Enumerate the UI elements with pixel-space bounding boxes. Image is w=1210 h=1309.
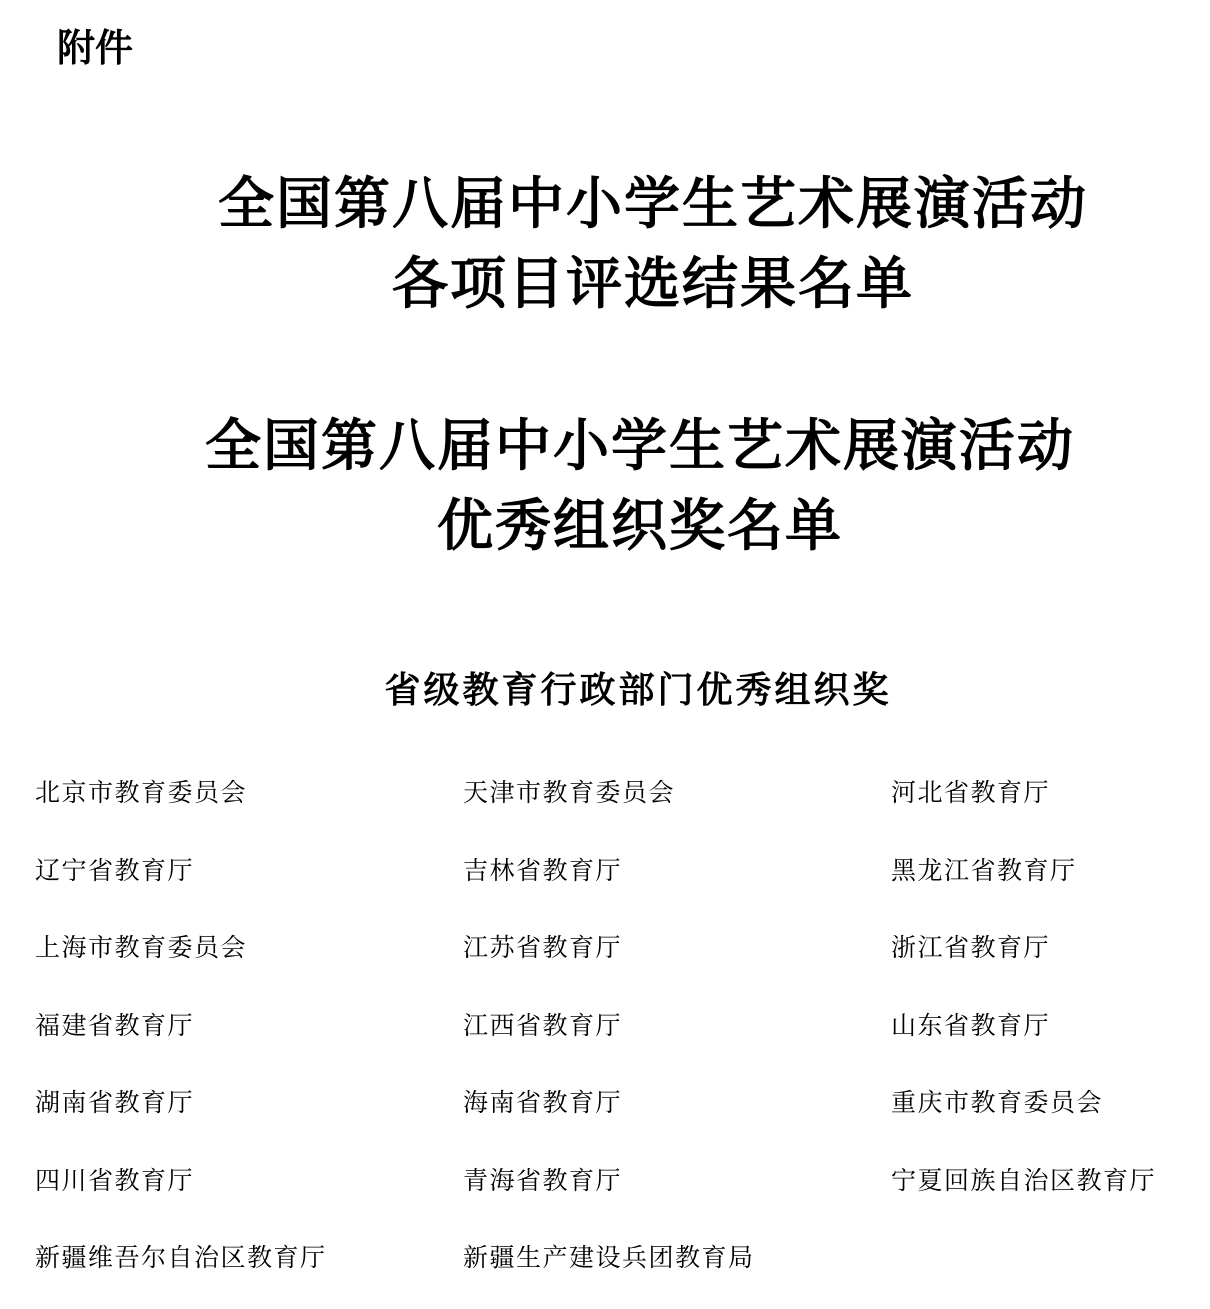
document-title-1-line-2: 各项目评选结果名单 xyxy=(392,251,914,317)
attachment-label: 附件 xyxy=(57,26,134,70)
document-title-2-line-1: 全国第八届中小学生艺术展演活动 xyxy=(205,413,1075,479)
organization-item: 江西省教育厅 xyxy=(463,1010,623,1040)
organization-item: 重庆市教育委员会 xyxy=(891,1088,1104,1117)
document-title-1-line-1: 全国第八届中小学生艺术展演活动 xyxy=(218,171,1088,237)
organization-item: 宁夏回族自治区教育厅 xyxy=(891,1165,1157,1195)
organization-item: 新疆维吾尔自治区教育厅 xyxy=(35,1243,327,1272)
organization-item: 海南省教育厅 xyxy=(463,1088,623,1117)
organization-item: 北京市教育委员会 xyxy=(35,778,248,807)
organization-item: 新疆生产建设兵团教育局 xyxy=(463,1243,755,1272)
organization-item: 江苏省教育厅 xyxy=(463,933,623,962)
section-heading: 省级教育行政部门优秀组织奖 xyxy=(384,669,892,711)
organization-item: 吉林省教育厅 xyxy=(463,855,623,885)
organization-item: 青海省教育厅 xyxy=(463,1165,623,1195)
organization-item: 上海市教育委员会 xyxy=(35,933,248,962)
organization-item: 浙江省教育厅 xyxy=(891,933,1051,962)
organization-item: 天津市教育委员会 xyxy=(463,778,676,807)
organization-item: 湖南省教育厅 xyxy=(35,1088,195,1117)
organization-list xyxy=(35,766,1205,1309)
organization-item: 河北省教育厅 xyxy=(891,778,1051,807)
document-title-1 xyxy=(200,164,1106,324)
organization-item: 四川省教育厅 xyxy=(35,1165,195,1195)
organization-item: 黑龙江省教育厅 xyxy=(891,855,1077,885)
document-title-2-line-2: 优秀组织奖名单 xyxy=(437,493,843,559)
document-title-2 xyxy=(190,406,1090,566)
organization-item: 辽宁省教育厅 xyxy=(35,855,195,885)
organization-item: 山东省教育厅 xyxy=(891,1010,1051,1040)
organization-item: 福建省教育厅 xyxy=(35,1010,195,1040)
